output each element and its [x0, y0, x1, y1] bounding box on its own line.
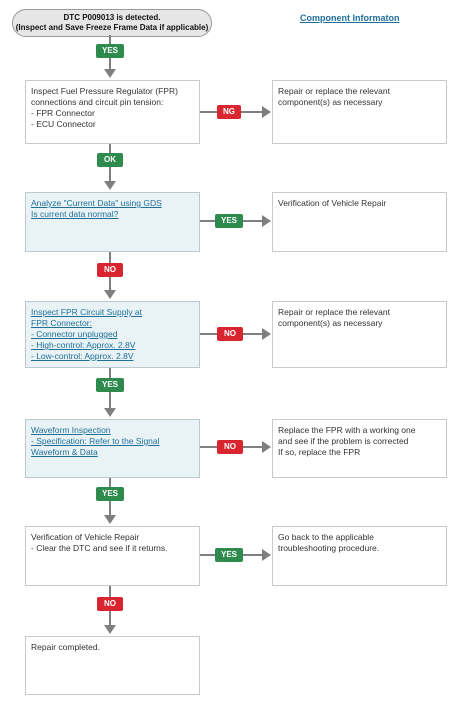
flow-badge-no: NO	[217, 440, 243, 454]
flow-badge-ng: NG	[217, 105, 241, 119]
flow-badge-no: NO	[217, 327, 243, 341]
arrow-down-icon	[104, 408, 116, 417]
start-node	[12, 9, 212, 37]
flow-badge-ok: OK	[97, 153, 123, 167]
step-5-box	[25, 526, 200, 586]
step-4-result-text: and see if the problem is corrected	[278, 436, 409, 446]
start-subtitle: (Inspect and Save Freeze Frame Data if applicable)	[15, 23, 209, 32]
step-5-text: Verification of Vehicle Repair	[31, 532, 140, 542]
arrow-right-icon	[262, 215, 271, 227]
step-3-link[interactable]: FPR Connector:	[31, 318, 92, 328]
step-2-result-box	[272, 192, 447, 252]
final-box	[25, 636, 200, 695]
flow-badge-yes: YES	[96, 487, 124, 501]
step-3-link[interactable]: - High-control: Approx. 2.8V	[31, 340, 136, 350]
arrow-right-icon	[262, 106, 271, 118]
arrow-down-icon	[104, 625, 116, 634]
step-1-text: Inspect Fuel Pressure Regulator (FPR)	[31, 86, 178, 96]
step-1-result-text: Repair or replace the relevant	[278, 86, 390, 96]
arrow-right-icon	[262, 549, 271, 561]
component-information-link[interactable]: Component Informaton	[300, 13, 400, 23]
step-3-link[interactable]: - Low-control: Approx. 2.8V	[31, 351, 134, 361]
step-2-box	[25, 192, 200, 252]
flow-badge-no: NO	[97, 597, 123, 611]
step-1-text: connections and circuit pin tension:	[31, 97, 164, 107]
step-4-link[interactable]: - Specification: Refer to the Signal	[31, 436, 160, 446]
flow-badge-yes: YES	[96, 44, 124, 58]
step-4-result-text: If so, replace the FPR	[278, 447, 361, 457]
step-4-result-text: Replace the FPR with a working one	[278, 425, 416, 435]
step-1-text: - ECU Connector	[31, 119, 96, 129]
step-4-link[interactable]: Waveform Inspection	[31, 425, 111, 435]
final-text: Repair completed.	[31, 642, 100, 652]
arrow-down-icon	[104, 290, 116, 299]
step-1-text: - FPR Connector	[31, 108, 95, 118]
flow-badge-yes: YES	[215, 548, 243, 562]
arrow-right-icon	[262, 441, 271, 453]
step-1-result-box	[272, 80, 447, 144]
step-2-link[interactable]: Analyze "Current Data" using GDS	[31, 198, 162, 208]
arrow-down-icon	[104, 181, 116, 190]
step-3-result-text: component(s) as necessary	[278, 318, 383, 328]
step-5-result-box	[272, 526, 447, 586]
step-5-result-text: troubleshooting procedure.	[278, 543, 380, 553]
step-2-link[interactable]: Is current data normal?	[31, 209, 119, 219]
step-3-result-box	[272, 301, 447, 368]
step-3-link[interactable]: Inspect FPR Circuit Supply at	[31, 307, 143, 317]
flow-badge-yes: YES	[96, 378, 124, 392]
flow-badge-yes: YES	[215, 214, 243, 228]
step-1-result-text: component(s) as necessary	[278, 97, 383, 107]
arrow-down-icon	[104, 515, 116, 524]
step-3-link[interactable]: - Connector unplugged	[31, 329, 118, 339]
step-3-result-text: Repair or replace the relevant	[278, 307, 390, 317]
arrow-down-icon	[104, 69, 116, 78]
step-2-result-text: Verification of Vehicle Repair	[278, 198, 387, 208]
step-1-box	[25, 80, 200, 144]
start-title: DTC P009013 is detected.	[63, 13, 161, 22]
arrow-right-icon	[262, 328, 271, 340]
flow-badge-no: NO	[97, 263, 123, 277]
step-3-box	[25, 301, 200, 368]
step-4-box	[25, 419, 200, 478]
step-4-link[interactable]: Waveform & Data	[31, 447, 98, 457]
step-5-text: - Clear the DTC and see if it returns.	[31, 543, 168, 553]
step-4-result-box	[272, 419, 447, 478]
step-5-result-text: Go back to the applicable	[278, 532, 374, 542]
